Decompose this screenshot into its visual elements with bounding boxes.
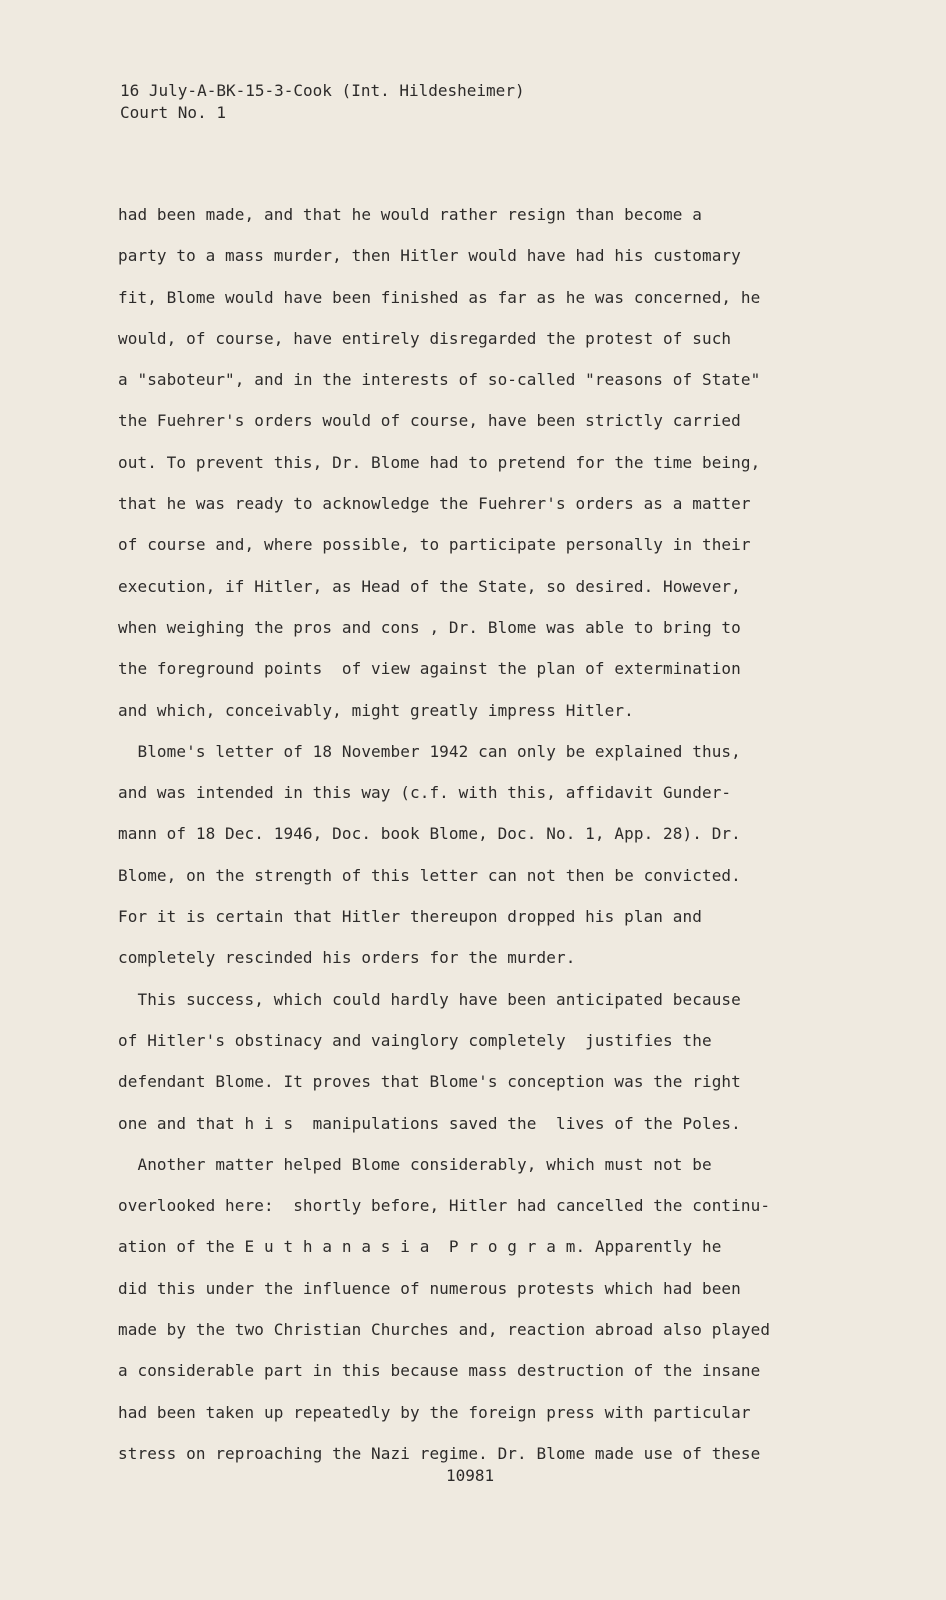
text-line: had been made, and that he would rather resign than become a <box>118 205 702 224</box>
text-line: a considerable part in this because mass destruction of the insane <box>118 1361 761 1381</box>
text-line: defendant Blome. It proves that Blome's conception was the right <box>118 1072 741 1092</box>
text-line: completely rescinded his orders for the murder. <box>118 948 576 968</box>
text-line: party to a mass murder, then Hitler would have had his customary <box>118 246 741 266</box>
text-line: overlooked here: shortly before, Hitler had cancelled the continu- <box>118 1196 771 1216</box>
text-line: For it is certain that Hitler thereupon dropped his plan and <box>118 907 702 927</box>
text-line: made by the two Christian Churches and, reaction abroad also played <box>118 1320 771 1340</box>
text-line: and which, conceivably, might greatly impress Hitler. <box>118 700 634 720</box>
text-line: of Hitler's obstinacy and vainglory completely justifies the <box>118 1030 712 1050</box>
text-line: Blome, on the strength of this letter can not then be convicted. <box>118 865 741 885</box>
text-line: Blome's letter of 18 November 1942 can only be explained thus, <box>118 741 741 761</box>
text-line: stress on reproaching the Nazi regime. Dr. Blome made use of these <box>118 1443 761 1463</box>
text-line: that he was ready to acknowledge the Fuehrer's orders as a matter <box>118 494 751 514</box>
body-text <box>118 204 808 1484</box>
text-line: the foreground points of view against the plan of extermination <box>118 659 741 679</box>
page-number: 10981 <box>446 1466 495 1485</box>
text-line: execution, if Hitler, as Head of the State, so desired. However, <box>118 576 741 596</box>
header-court-line: Court No. 1 <box>120 103 226 122</box>
document-header <box>120 80 525 124</box>
text-line: would, of course, have entirely disregarded the protest of such <box>118 328 732 348</box>
header-session-line: 16 July-A-BK-15-3-Cook (Int. Hildesheimer) <box>120 81 525 100</box>
text-line: had been taken up repeatedly by the foreign press with particular <box>118 1402 751 1422</box>
text-line: Another matter helped Blome considerably, which must not be <box>118 1154 712 1174</box>
text-line: of course and, where possible, to participate personally in their <box>118 535 751 555</box>
text-line: when weighing the pros and cons , Dr. Blome was able to bring to <box>118 617 741 637</box>
text-line: out. To prevent this, Dr. Blome had to pretend for the time being, <box>118 452 761 472</box>
text-line: did this under the influence of numerous protests which had been <box>118 1278 741 1298</box>
text-line: This success, which could hardly have been anticipated because <box>118 989 741 1009</box>
text-line: the Fuehrer's orders would of course, have been strictly carried <box>118 411 741 431</box>
text-line: ation of the E u t h a n a s i a P r o g r a m. Apparently he <box>118 1237 722 1257</box>
text-line: one and that h i s manipulations saved the lives of the Poles. <box>118 1113 741 1133</box>
text-line: mann of 18 Dec. 1946, Doc. book Blome, Doc. No. 1, App. 28). Dr. <box>118 824 741 844</box>
text-line: and was intended in this way (c.f. with this, affidavit Gunder- <box>118 783 732 803</box>
text-line: fit, Blome would have been finished as far as he was concerned, he <box>118 287 761 307</box>
text-line: a "saboteur", and in the interests of so-called "reasons of State" <box>118 370 761 390</box>
